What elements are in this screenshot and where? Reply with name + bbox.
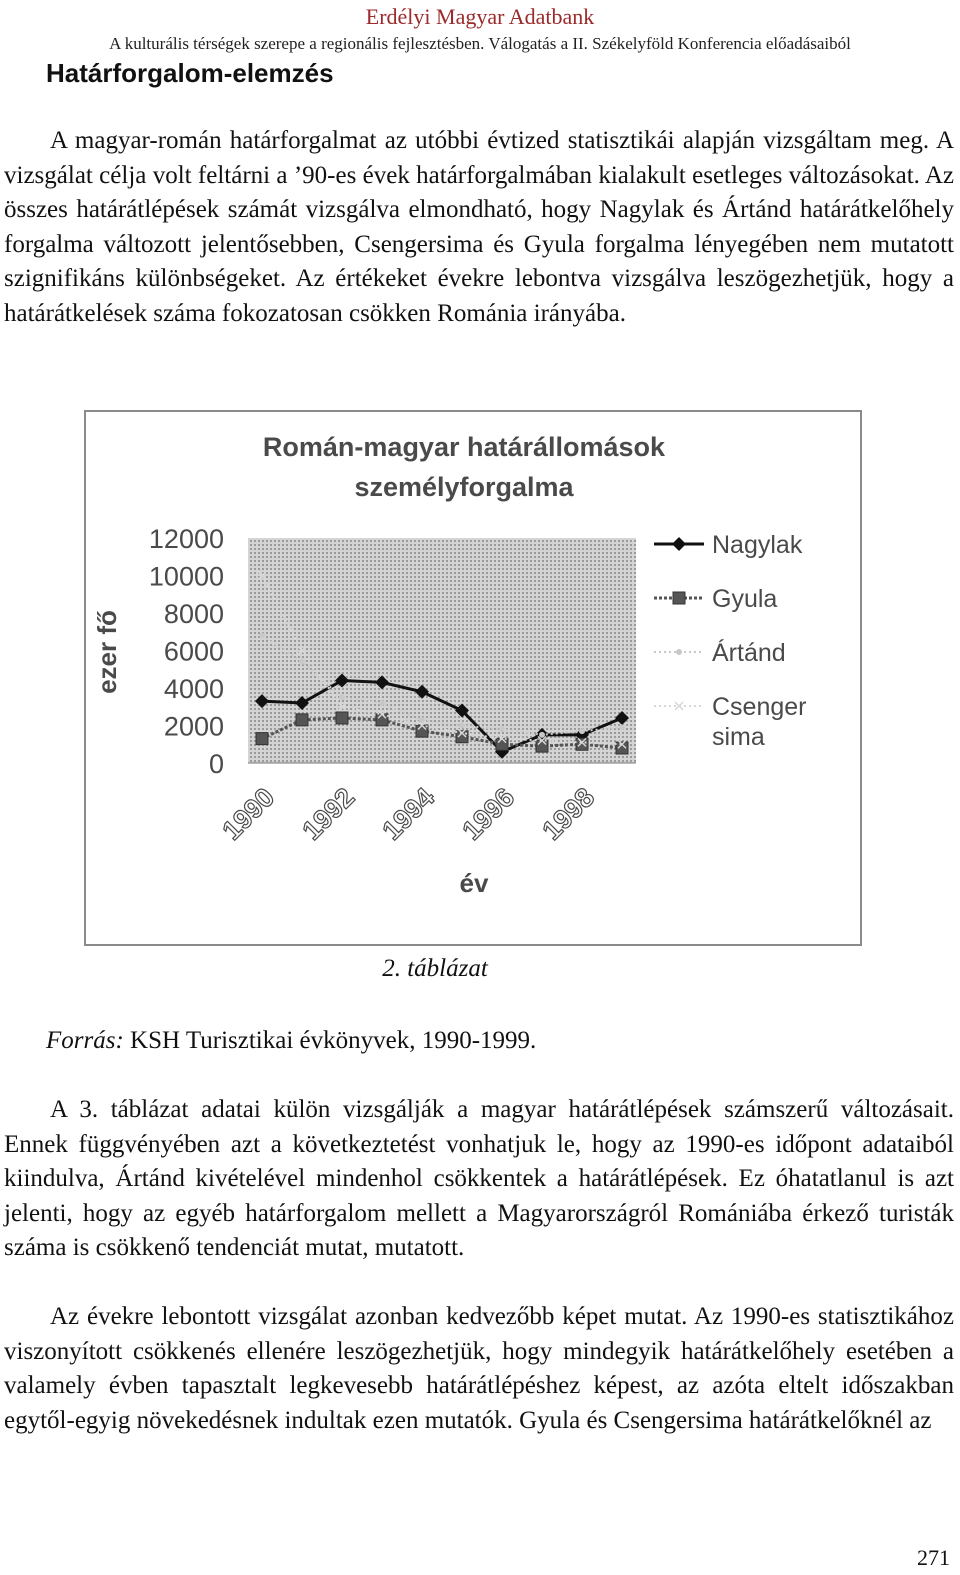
data-point bbox=[672, 537, 686, 551]
data-point bbox=[299, 659, 305, 665]
source-label: Forrás: bbox=[46, 1027, 124, 1054]
source-text: KSH Turisztikai évkönyvek, 1990-1999. bbox=[130, 1027, 537, 1054]
paragraph-table3: A 3. táblázat adatai külön vizsgálják a magyar határátlépések számszerű változásait. Ennek függvényében azt a következtetést vonhatjuk le, hogy az 1990-es időpont adataiból kiindulva, Ártánd kivételével mindenhol csökkentek a határátlépések. Ez óhatatlanul is azt jelenti, hogy az egyéb határforgalom mellett a Magyarországról Romániába érkező turisták száma is csökkenő tendenciát mutat, mutatott. bbox=[4, 1096, 954, 1261]
y-tick-label: 8000 bbox=[163, 599, 224, 629]
data-point bbox=[296, 714, 308, 726]
data-point bbox=[539, 732, 545, 738]
site-header: Erdélyi Magyar Adatbank bbox=[365, 4, 595, 29]
data-point bbox=[579, 728, 585, 734]
data-point bbox=[419, 717, 425, 723]
x-tick-label: 1998 bbox=[536, 782, 601, 846]
site-subtitle: A kulturális térségek szerepe a regionális fejlesztésben. Válogatás a II. Székelyföld Konferencia előadásaiból bbox=[109, 34, 851, 53]
section-title: Határforgalom-elemzés bbox=[46, 58, 334, 88]
data-point bbox=[336, 712, 348, 724]
x-tick-label: 1996 bbox=[456, 782, 521, 846]
legend-label bbox=[712, 585, 777, 613]
line-chart bbox=[86, 412, 860, 944]
x-axis bbox=[217, 763, 636, 846]
x-axis-label: év bbox=[459, 868, 489, 898]
legend-label bbox=[712, 638, 786, 667]
legend-item bbox=[654, 585, 777, 613]
y-tick-label: 0 bbox=[208, 749, 224, 779]
chart-title-line-2: személyforgalma bbox=[354, 472, 574, 502]
data-point bbox=[676, 649, 682, 655]
y-axis bbox=[149, 524, 224, 779]
legend-label bbox=[712, 531, 803, 559]
paragraph-intro: A magyar-román határforgalmat az utóbbi évtized statisztikái alapján vizsgáltam meg. A vizsgálat célja volt feltárni a ’90-es évek határforgalmában kialakult esetleges változásokat. Az összes határátlépések számát vizsgálva elmondható, hogy Nagylak és Ártánd határátkelőhely forgalma változott jelentősebben, Csengersima és Gyula forgalma lényegében nem mutatott szignifikáns különbségeket. Az értékeket évekre lebontva vizsgálva leszögezhetjük, hogy a határátkelések száma fokozatosan csökken Románia irányába. bbox=[4, 127, 954, 327]
data-point bbox=[675, 702, 683, 710]
y-tick-label: 2000 bbox=[163, 711, 224, 742]
table-caption: 2. táblázat bbox=[382, 955, 488, 982]
y-tick-label: 10000 bbox=[148, 561, 224, 592]
y-tick-label: 12000 bbox=[148, 524, 224, 554]
legend-item bbox=[654, 531, 803, 559]
legend-label-line: Csenger bbox=[712, 693, 807, 721]
legend-label-line: Gyula bbox=[712, 585, 778, 613]
x-tick-label: 1994 bbox=[376, 782, 441, 846]
y-axis-label: ezer fő bbox=[92, 610, 122, 694]
data-point bbox=[619, 724, 625, 730]
data-point bbox=[379, 700, 385, 706]
legend-item bbox=[654, 638, 786, 667]
data-point bbox=[673, 592, 685, 604]
data-point bbox=[339, 694, 345, 700]
legend-label-line: Nagylak bbox=[712, 531, 803, 559]
y-tick-label: 6000 bbox=[163, 636, 224, 667]
data-point bbox=[256, 733, 268, 745]
data-point bbox=[576, 738, 588, 750]
data-point bbox=[459, 723, 465, 729]
paragraph-yearly: Az évekre lebontott vizsgálat azonban kedvezőbb képet mutat. Az 1990-es statisztikához viszonyított csökkenés ellenére leszögezhetjük, hogy mindegyik határátkelőhely esetében a valamely évben tapasztalt legkevesebb határátlépéshez képest, az azóta eltelt időszakban egytől-egyig növekedésnek indultak ezen mutatók. Gyula és Csengersima határátkelőknél az bbox=[4, 1303, 954, 1434]
data-point bbox=[259, 633, 265, 639]
legend-item bbox=[654, 693, 807, 751]
legend-label bbox=[712, 693, 807, 751]
legend bbox=[654, 531, 807, 751]
legend-label-line: sima bbox=[712, 723, 765, 751]
legend-label-line: Ártánd bbox=[712, 639, 786, 667]
source-note bbox=[46, 1027, 536, 1055]
data-point bbox=[496, 738, 508, 750]
data-point bbox=[536, 740, 548, 752]
chart-frame bbox=[84, 410, 862, 946]
page-number: 271 bbox=[917, 1545, 950, 1570]
x-tick-label: 1992 bbox=[296, 782, 361, 846]
x-tick-label: 1990 bbox=[216, 782, 281, 846]
data-point bbox=[376, 714, 388, 726]
chart-title-line-1: Román-magyar határállomások bbox=[262, 432, 666, 462]
y-tick-label: 4000 bbox=[163, 674, 224, 704]
data-point bbox=[499, 726, 505, 732]
